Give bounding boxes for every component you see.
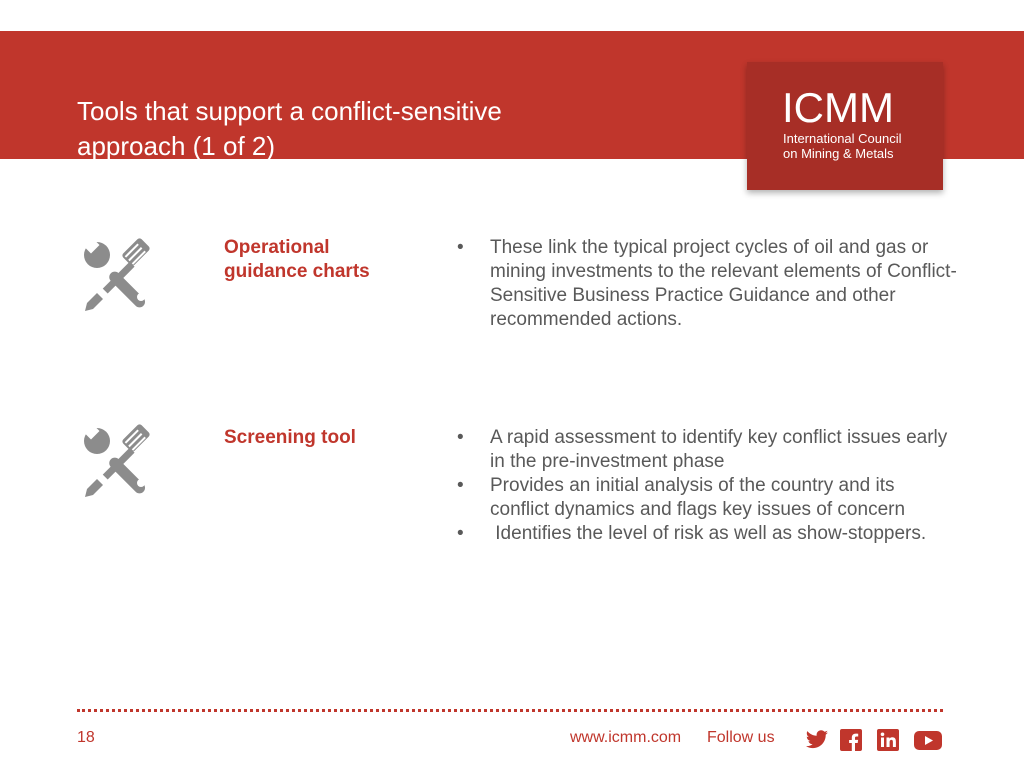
header-banner: [0, 31, 1024, 159]
bullet-marker: •: [457, 427, 464, 448]
bullet-text: Provides an initial analysis of the country and its conflict dynamics and flags key issues of concern: [490, 475, 906, 520]
bullet-text: These link the typical project cycles of oil and gas or mining investments to the relevant elements of Conflict-Sensitive Business Practice Guidance and other recommended actions.: [490, 237, 957, 330]
bullet-list-operational-guidance: [457, 236, 957, 332]
list-item: [457, 474, 957, 522]
linkedin-icon[interactable]: [877, 729, 901, 751]
tools-icon: [79, 421, 159, 501]
follow-us-label: Follow us: [707, 729, 775, 746]
list-item: [457, 522, 957, 546]
twitter-icon[interactable]: [805, 729, 829, 751]
facebook-icon[interactable]: [840, 729, 864, 751]
website-link[interactable]: www.icmm.com: [570, 729, 682, 746]
logo-wordmark: ICMM: [782, 84, 894, 131]
logo-subtitle: International Council on Mining & Metals: [783, 131, 902, 161]
bullet-text: A rapid assessment to identify key conflict issues early in the pre-investment phase: [490, 427, 948, 472]
list-item: [457, 426, 957, 474]
page-number: 18: [77, 729, 95, 746]
bullet-marker: •: [457, 237, 464, 258]
bullet-marker: •: [457, 475, 464, 496]
row-title-screening-tool: Screening tool: [224, 427, 356, 448]
bullet-marker: •: [457, 523, 464, 544]
slide-title: Tools that support a conflict-sensitive approach (1 of 2): [77, 96, 502, 161]
row-title-operational-guidance: Operational guidance charts: [224, 237, 370, 282]
icmm-logo: [747, 62, 943, 190]
bullet-list-screening-tool: [457, 426, 957, 546]
bullet-text: Identifies the level of risk as well as show-stoppers.: [490, 523, 927, 544]
youtube-icon[interactable]: [914, 729, 942, 751]
tools-icon: [79, 235, 159, 315]
list-item: [457, 236, 957, 332]
footer-divider: [77, 709, 943, 712]
